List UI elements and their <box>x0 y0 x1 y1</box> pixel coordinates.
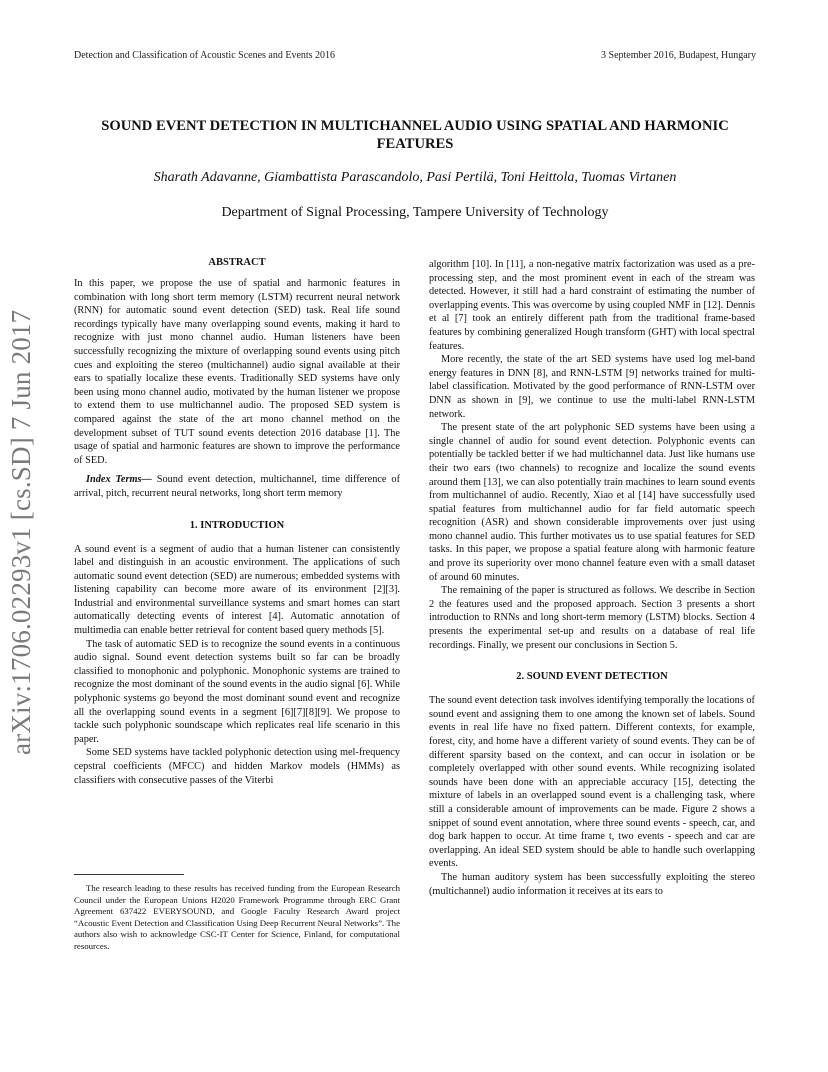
index-terms-text: Sound event detection, multichannel, time difference of arrival, pitch, recurrent neural networks, long short term memory <box>74 474 400 499</box>
footnote-text: The research leading to these results has received funding from the European Research Council under the European Unions H2020 Framework Programme through ERC Grant Agreement 637422 EVERYSOUND, and Google Faculty Research Award project “Acoustic Event Detection and Classification Using Deep Recurrent Neural Networks”. The authors also wish to acknowledge CSC-IT Center for Science, Finland, for computational resources. <box>74 883 400 951</box>
intro-paragraph: The remaining of the paper is structured as follows. We describe in Section 2 the features used and the proposed approach. Section 3 presents a short introduction to RNNs and long short-term memory (LSTM) blocks. Section 4 presents the experimental set-up and results on a database of real life recordings. Finally, we present our conclusions in Section 5. <box>429 585 755 651</box>
sed-paragraph: The human auditory system has been successfully exploiting the stereo (multichannel) audio information it receives at its ears to <box>429 871 755 897</box>
intro-continuation: algorithm [10]. In [11], a non-negative matrix factorization was used as a pre-processing step, and the most prominent event in each of the stream was detected. However, it still had a hard constraint of estimating the number of overlapping events. This was overcome by using coupled NMF in [12]. Dennis et al [7] took an entirely different path from the traditional frame-based features by combining generalized Hough transform (GHT) with local spectral features. <box>429 259 755 352</box>
section-heading-introduction: 1. INTRODUCTION <box>189 519 285 531</box>
intro-paragraph: Some SED systems have tackled polyphonic detection using mel-frequency cepstral coefficients (MFCC) and hidden Markov models (HMMs) as classifiers with consecutive passes of the Viterbi <box>74 747 400 786</box>
footnote <box>74 874 400 952</box>
left-column <box>74 256 400 787</box>
footnote-rule <box>74 874 184 875</box>
running-header-right: 3 September 2016, Budapest, Hungary <box>601 50 756 61</box>
intro-paragraph: A sound event is a segment of audio that a human listener can consistently label and distinguish in an acoustic environment. The applications of such automatic sound event detection (SED) are numerous; embedded systems with listening capability can become more aware of its environment [2][3]. Industrial and environmental surveillance systems and smart homes can start automatically detecting events of interest [4]. Automatic annotation of multimedia can enable better retrieval for content based query methods [5]. <box>74 543 400 637</box>
affiliation: Department of Signal Processing, Tampere University of Technology <box>221 205 609 220</box>
sed-paragraph: The sound event detection task involves identifying temporally the locations of sound event and assigning them to one among the known set of labels. Sound events in real life have no fixed pattern. Different contexts, for example, forest, city, and home have a different variety of sound events. They can be of different sparsity based on the context, and can occur in isolation or be completely overlapped with other sound events. While recognizing isolated sounds have been done with an appreciable accuracy [15], detecting the mixture of labels in an overlapped sound event is a challenging task, where still a considerable amount of improvements can be made. Figure 2 shows a snippet of sound event annotation, where three sound events - speech, car, and dog bark happen to occur. At time frame t, two events - speech and car are overlapping. An ideal SED system should be able to handle such overlapping events. <box>429 695 755 870</box>
index-terms-label: Index Terms— <box>86 474 152 486</box>
index-terms <box>74 473 400 500</box>
abstract-text: In this paper, we propose the use of spatial and harmonic features in combination with long short term memory (LSTM) recurrent neural network (RNN) for automatic sound event detection (SED) task. Real life sound recordings typically have many overlapping sound events, making it hard to recognize with just mono channel audio. Human listeners have been successfully recognizing the mixture of overlapping sound events using pitch cues and exploiting the stereo (multichannel) audio signal available at their ears to spatially localize these events. Traditionally SED systems have only been using mono channel audio, motivated by the human listener we propose to extend them to use multichannel audio. The proposed SED system is compared against the state of the art mono channel method on the development subset of TUT sound events detection 2016 database [1]. The usage of spatial and harmonic features are shown to improve the performance of SED. <box>74 278 400 466</box>
paper-title: SOUND EVENT DETECTION IN MULTICHANNEL AUDIO USING SPATIAL AND HARMONIC FEATURES <box>101 118 729 152</box>
intro-paragraph: The task of automatic SED is to recognize the sound events in a continuous audio signal. Sound event detection systems built so far can be broadly classified to monophonic and polyphonic. Monophonic systems are trained to recognize the most dominant of the sound events in the audio signal [6]. While polyphonic systems go beyond the most dominant sound event and recognize all the overlapping sound events in a segment [6][7][8][9]. We propose to tackle such polyphonic soundscape which replicates real life scenario in this paper. <box>74 638 400 745</box>
right-column <box>429 258 755 898</box>
author-list: Sharath Adavanne, Giambattista Parascandolo, Pasi Pertilä, Toni Heittola, Tuomas Virtanen <box>153 170 677 185</box>
running-header-left: Detection and Classification of Acoustic Scenes and Events 2016 <box>74 50 336 61</box>
intro-paragraph: The present state of the art polyphonic SED systems have been using a single channel of audio for sound event detection. Polyphonic events can potentially be tackled better if we had multichannel data. Just like humans use their two ears (two channels) to recognize and localize the sound events around them [13], we can also potentially train machines to learn sound events from multichannel of audio. Recently, Xiao et al [14] have successfully used spatial features from multichannel audio for far field automatic speech recognition (ASR) and shown considerable improvements over just using mono channel audio. This further motivates us to use spatial features for SED tasks. In this paper, we propose a spatial feature along with harmonic feature and prove its superiority over mono channel feature even with a small dataset of around 60 minutes. <box>429 422 755 583</box>
intro-paragraph: More recently, the state of the art SED systems have used log mel-band energy features in DNN [8], and RNN-LSTM [9] networks trained for multi-label classification. Motivated by the good performance of RNN-LSTM over DNN as shown in [9], we continue to use the multi-label RNN-LSTM network. <box>429 354 755 420</box>
section-heading-sound-event-detection: 2. SOUND EVENT DETECTION <box>516 671 668 683</box>
arxiv-stamp: arXiv:1706.02293v1 [cs.SD] 7 Jun 2017 <box>6 309 36 755</box>
abstract-heading: ABSTRACT <box>208 257 266 268</box>
